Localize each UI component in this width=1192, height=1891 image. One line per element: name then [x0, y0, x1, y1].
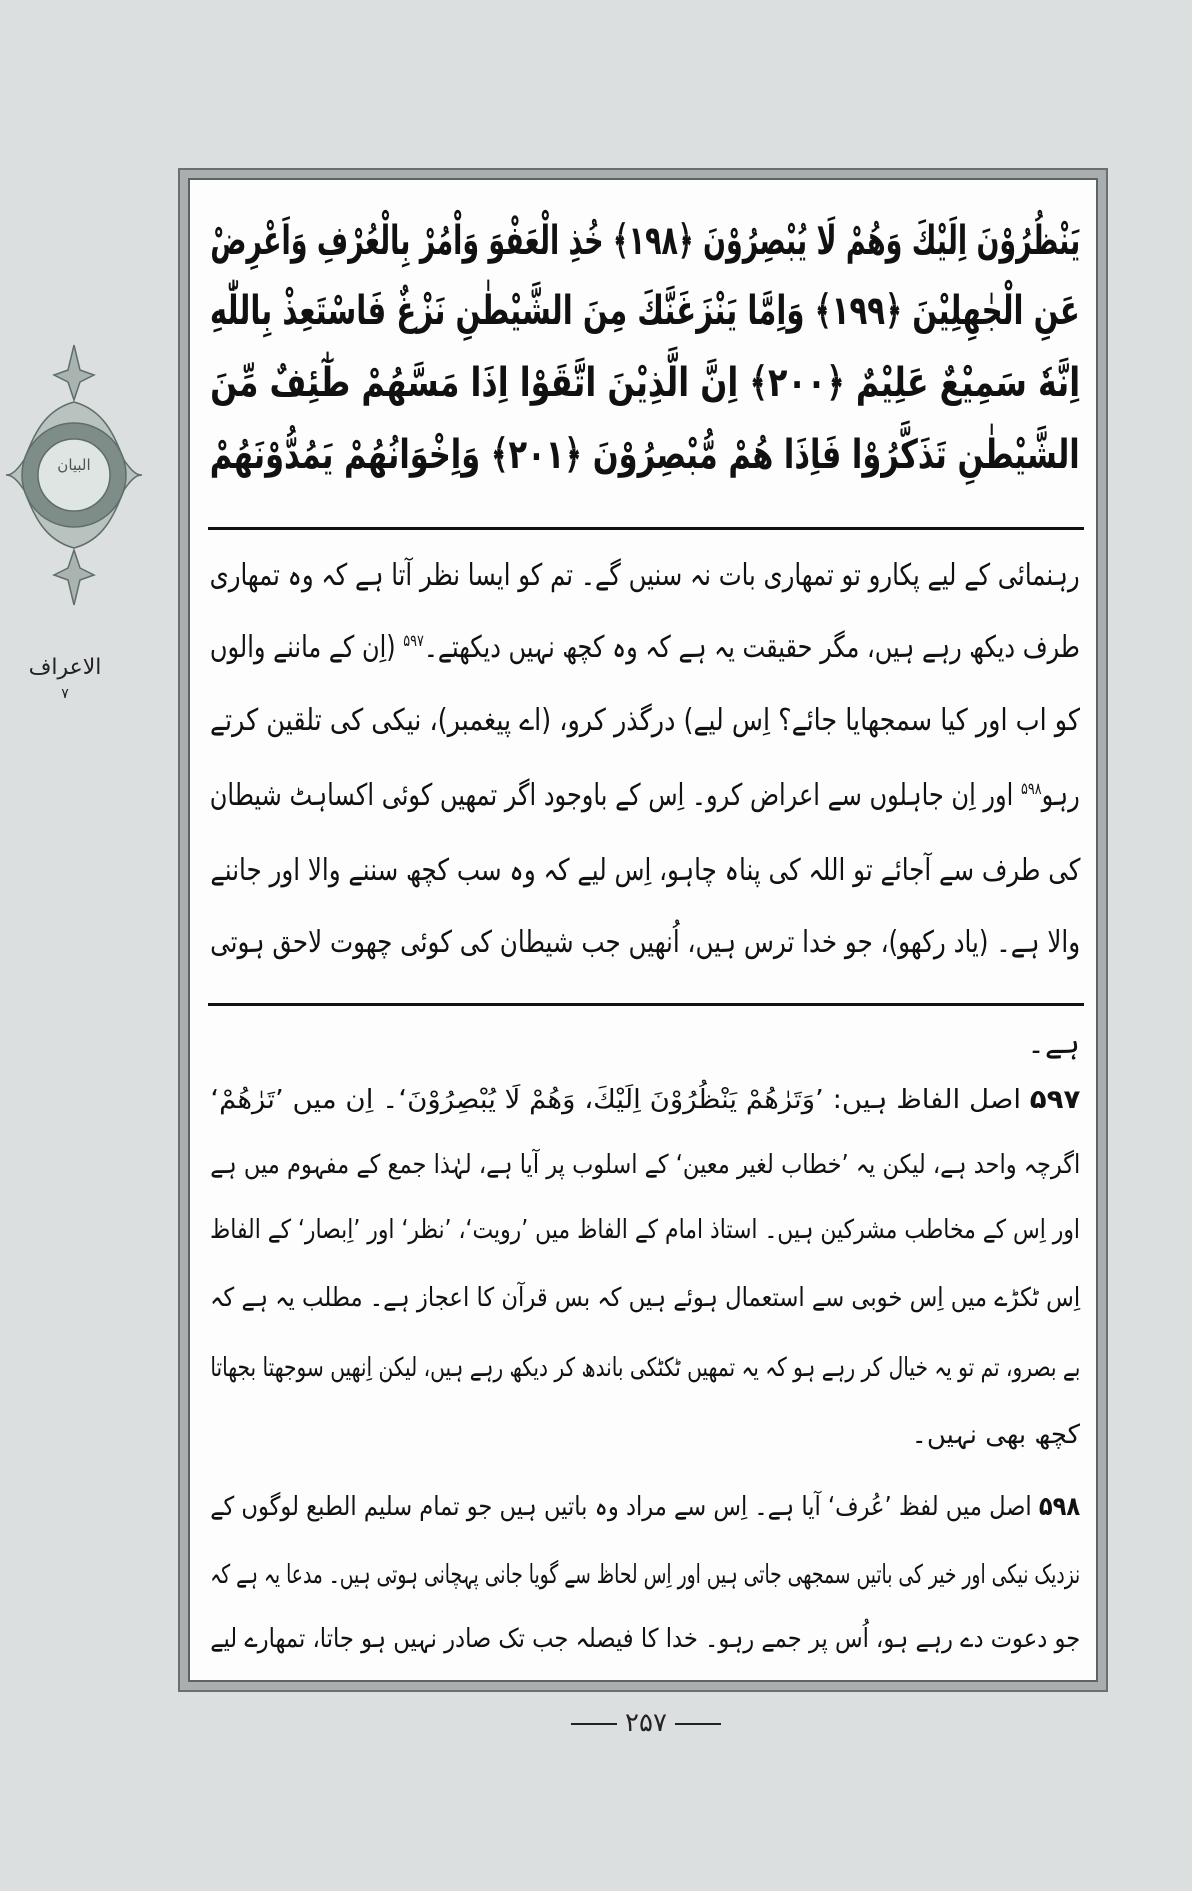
footnote-line	[210, 1150, 1080, 1210]
footnote-ref-597[interactable]: ۵۹۷	[403, 631, 424, 650]
verse-line	[210, 288, 1080, 348]
translation-line	[210, 630, 1080, 690]
page-number	[546, 1708, 746, 1738]
translation-line	[210, 558, 1080, 618]
footnote-number: ۵۹۸	[1038, 1492, 1080, 1522]
footnote-text: اِس ٹکڑے میں اِس خوبی سے استعمال ہوئے ہیں کہ بس قرآن کا اعجاز ہے۔ مطلب یہ ہے کہ	[210, 1283, 1080, 1313]
footnote-text: کچھ بھی نہیں۔	[911, 1420, 1080, 1450]
translation-text	[210, 630, 1080, 665]
translation-text: والا ہے۔ (یاد رکھو)، جو خدا ترس ہیں، اُنھیں جب شیطان کی کوئی چھوت لاحق ہوتی	[210, 925, 1080, 960]
footnote-text: نزدیک نیکی اور خیر کی باتیں سمجھی جاتی ہیں اور اِس لحاظ سے گویا جانی پہچانی ہوتی ہیں۔ مدعا یہ ہے کہ	[210, 1560, 1080, 1590]
footnote-line	[210, 1420, 1080, 1480]
footnote-line	[210, 1283, 1080, 1343]
verse-line	[210, 218, 1080, 278]
translation-text: کی طرف سے آجائے تو اللہ کی پناہ چاہو، اِس لیے کہ وہ سب کچھ سننے والا اور جاننے	[210, 853, 1080, 888]
translation-line	[210, 925, 1080, 985]
verse-text: الشَّيْطٰنِ تَذَكَّرُوْا فَاِذَا هُمْ مُّبْصِرُوْنَ ﴿٢٠١﴾ وَاِخْوَانُهُمْ يَمُدُّوْنَهُمْ	[210, 432, 1080, 478]
translation-segment: اور اِن جاہلوں سے اعراض کرو۔ اِس کے باوجود اگر تمھیں کوئی اکساہٹ شیطان	[210, 778, 1014, 813]
divider	[208, 527, 1084, 530]
dash	[571, 1723, 617, 1725]
footnote-line	[210, 1353, 1080, 1413]
footnote-line	[210, 1085, 1080, 1145]
footnote-segment: اصل میں لفظ ’عُرف‘ آیا ہے۔ اِس سے مراد وہ باتیں ہیں جو تمام سلیم الطبع لوگوں کے	[210, 1492, 1032, 1522]
footnote-segment: اصل الفاظ ہیں: ’وَتَرٰهُمْ يَنْظُرُوْنَ اِلَيْكَ، وَهُمْ لَا يُبْصِرُوْنَ‘۔ اِن میں ’تَرٰهُمْ‘	[210, 1085, 1021, 1115]
footnote-text: اور اِس کے مخاطب مشرکین ہیں۔ استاذ امام کے الفاظ میں ’رویت‘، ’نظر‘ اور ’اِبصار‘ کے الفاظ	[210, 1215, 1080, 1245]
ornament-title: البیان	[57, 456, 91, 474]
verse-line	[210, 360, 1080, 420]
divider	[208, 1003, 1084, 1006]
footnote-text: اگرچہ واحد ہے، لیکن یہ ’خطاب لغیر معین‘ کے اسلوب پر آیا ہے، لہٰذا جمع کے مفہوم میں ہے	[210, 1150, 1080, 1180]
footnote-text: جو دعوت دے رہے ہو، اُس پر جمے رہو۔ خدا کا فیصلہ جب تک صادر نہیں ہو جاتا، تمھارے لیے	[210, 1624, 1080, 1654]
footnote-text	[210, 1492, 1080, 1522]
footnote-line	[210, 1624, 1080, 1684]
footnote-line	[210, 1215, 1080, 1275]
page-number-text: ۲۵۷	[625, 1708, 667, 1738]
translation-line	[210, 778, 1080, 838]
surah-name: الاعراف	[28, 655, 102, 680]
translation-text: ہے۔	[1027, 1026, 1080, 1061]
verse-text: يَنْظُرُوْنَ اِلَيْكَ وَهُمْ لَا يُبْصِرُوْنَ ﴿١٩٨﴾ خُذِ الْعَفْوَ وَاْمُرْ بِالْعُرْفِ وَاَعْرِضْ	[210, 218, 1080, 264]
translation-line	[210, 1026, 1080, 1086]
surah-number: ۷	[61, 686, 69, 702]
translation-segment: رہو	[1041, 778, 1080, 813]
verse-line	[210, 432, 1080, 492]
translation-text	[210, 778, 1080, 813]
translation-line	[210, 703, 1080, 763]
verse-text: اِنَّهٗ سَمِيْعٌ عَلِيْمٌ ﴿٢٠٠﴾ اِنَّ الَّذِيْنَ اتَّقَوْا اِذَا مَسَّهُمْ طٰٓئِفٌ مِّنَ	[210, 360, 1080, 406]
footnote-ref-598[interactable]: ۵۹۸	[1021, 779, 1042, 798]
dash	[675, 1723, 721, 1725]
translation-segment: (اِن کے ماننے والوں	[210, 630, 396, 665]
footnote-line	[210, 1560, 1080, 1620]
verse-text: عَنِ الْجٰهِلِيْنَ ﴿١٩٩﴾ وَاِمَّا يَنْزَغَنَّكَ مِنَ الشَّيْطٰنِ نَزْغٌ فَاسْتَعِذْ بِاللّٰهِ	[210, 288, 1080, 334]
footnote-line	[210, 1492, 1080, 1552]
translation-text: کو اب اور کیا سمجھایا جائے؟ اِس لیے) درگذر کرو، (اے پیغمبر)، نیکی کی تلقین کرتے	[210, 703, 1080, 738]
footnote-text	[210, 1085, 1080, 1115]
translation-line	[210, 853, 1080, 913]
footnote-text: بے بصرو، تم تو یہ خیال کر رہے ہو کہ یہ تمھیں ٹکٹکی باندھ کر دیکھ رہے ہیں، لیکن اِنھیں سوجھتا بجھاتا	[210, 1353, 1080, 1383]
translation-segment: طرف دیکھ رہے ہیں، مگر حقیقت یہ ہے کہ وہ کچھ نہیں دیکھتے۔	[423, 630, 1080, 665]
translation-text: رہنمائی کے لیے پکارو تو تمھاری بات نہ سنیں گے۔ تم کو ایسا نظر آتا ہے کہ وہ تمھاری	[210, 558, 1080, 593]
footnote-number: ۵۹۷	[1029, 1085, 1080, 1115]
